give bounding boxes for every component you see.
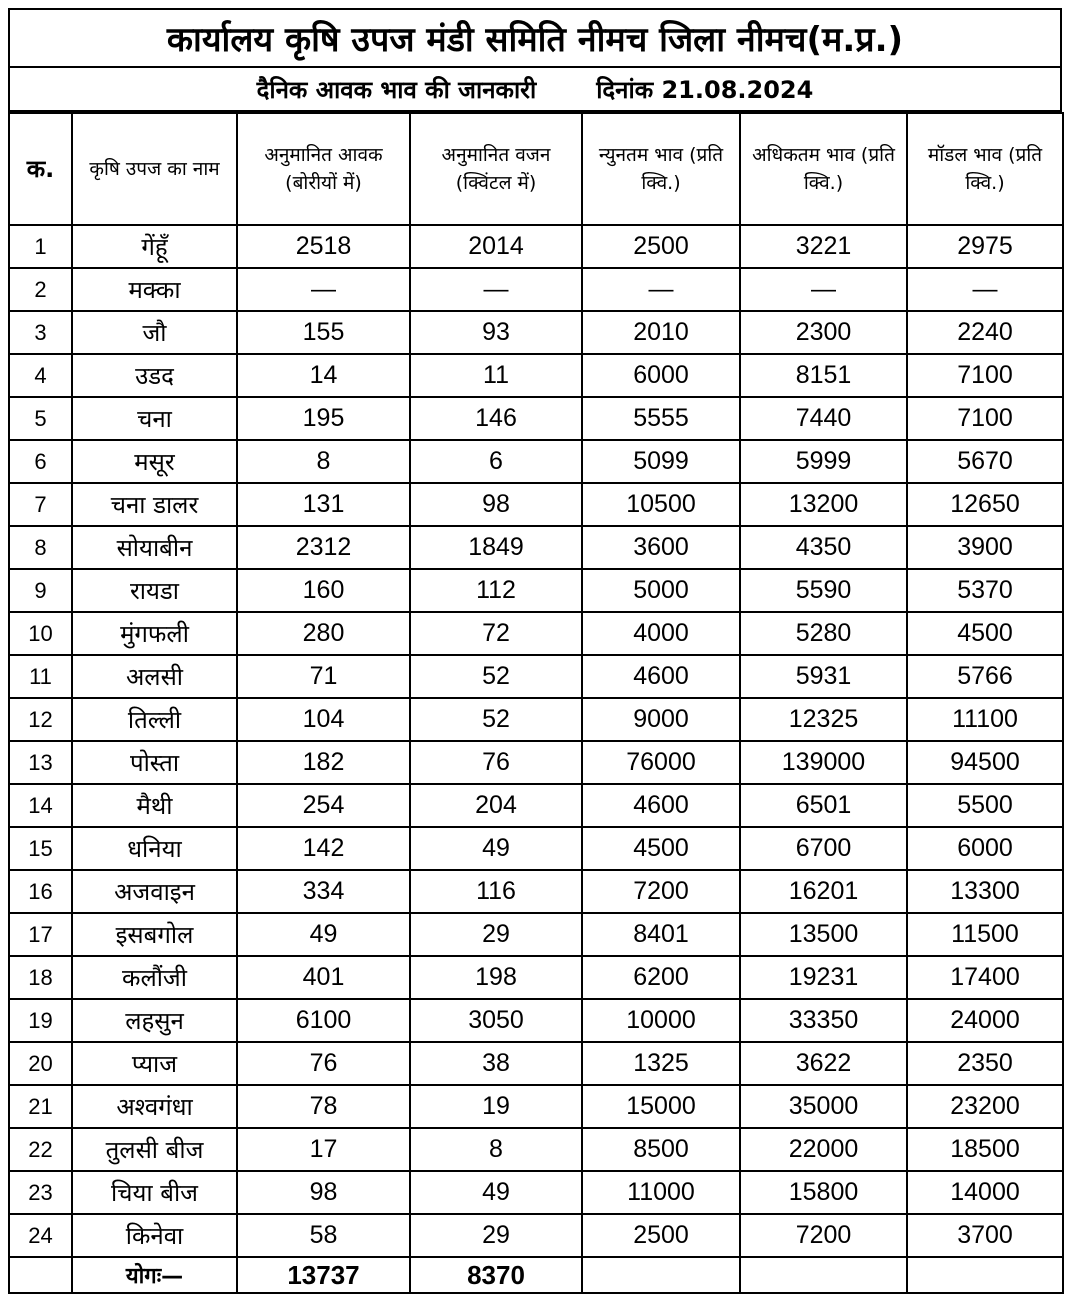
col-header-modal-price: मॉडल भाव (प्रति क्वि.) xyxy=(907,113,1063,225)
arrival-bags-cell: 49 xyxy=(237,913,410,956)
col-header-max-price: अधिकतम भाव (प्रति क्वि.) xyxy=(740,113,907,225)
table-row xyxy=(9,354,1063,397)
max-price-cell: 5931 xyxy=(740,655,907,698)
arrival-bags-cell: 14 xyxy=(237,354,410,397)
serial-cell: 18 xyxy=(9,956,72,999)
crop-name-cell: उडद xyxy=(72,354,237,397)
crop-name-cell: अजवाइन xyxy=(72,870,237,913)
max-price-cell: 5280 xyxy=(740,612,907,655)
table-row xyxy=(9,440,1063,483)
crop-name-cell: धनिया xyxy=(72,827,237,870)
price-table xyxy=(8,112,1064,1294)
col-header-weight: अनुमानित वजन (क्विंटल में) xyxy=(410,113,582,225)
serial-cell: 10 xyxy=(9,612,72,655)
modal-price-cell: 11100 xyxy=(907,698,1063,741)
arrival-bags-cell: 254 xyxy=(237,784,410,827)
crop-name-cell: मक्का xyxy=(72,268,237,311)
modal-price-cell: 5370 xyxy=(907,569,1063,612)
col-header-crop: कृषि उपज का नाम xyxy=(72,113,237,225)
min-price-cell: 9000 xyxy=(582,698,740,741)
weight-cell: 49 xyxy=(410,1171,582,1214)
modal-price-cell: 3700 xyxy=(907,1214,1063,1257)
weight-cell: — xyxy=(410,268,582,311)
min-price-cell: 76000 xyxy=(582,741,740,784)
modal-price-cell: 2350 xyxy=(907,1042,1063,1085)
serial-cell: 20 xyxy=(9,1042,72,1085)
max-price-cell: 8151 xyxy=(740,354,907,397)
serial-cell: 9 xyxy=(9,569,72,612)
crop-name-cell: तिल्ली xyxy=(72,698,237,741)
arrival-bags-cell: 334 xyxy=(237,870,410,913)
max-price-cell: 7200 xyxy=(740,1214,907,1257)
crop-name-cell: रायडा xyxy=(72,569,237,612)
table-row xyxy=(9,827,1063,870)
max-price-cell: 7440 xyxy=(740,397,907,440)
crop-name-cell: चना xyxy=(72,397,237,440)
table-header-row xyxy=(9,113,1063,225)
min-price-cell: 8401 xyxy=(582,913,740,956)
crop-name-cell: इसबगोल xyxy=(72,913,237,956)
arrival-bags-cell: 142 xyxy=(237,827,410,870)
min-price-cell: 2500 xyxy=(582,225,740,268)
weight-cell: 52 xyxy=(410,655,582,698)
arrival-bags-cell: 8 xyxy=(237,440,410,483)
modal-price-cell: 3900 xyxy=(907,526,1063,569)
max-price-cell: 16201 xyxy=(740,870,907,913)
total-empty-cell xyxy=(740,1257,907,1293)
report-subtitle-row xyxy=(8,68,1062,112)
office-title: कार्यालय कृषि उपज मंडी समिति नीमच जिला नीमच(म.प्र.) xyxy=(8,8,1062,68)
report-date: दिनांक 21.08.2024 xyxy=(596,75,814,104)
modal-price-cell: 5766 xyxy=(907,655,1063,698)
serial-cell: 13 xyxy=(9,741,72,784)
modal-price-cell: 5670 xyxy=(907,440,1063,483)
arrival-bags-cell: 58 xyxy=(237,1214,410,1257)
min-price-cell: 11000 xyxy=(582,1171,740,1214)
weight-cell: 93 xyxy=(410,311,582,354)
table-row xyxy=(9,655,1063,698)
weight-cell: 72 xyxy=(410,612,582,655)
table-row xyxy=(9,268,1063,311)
modal-price-cell: 4500 xyxy=(907,612,1063,655)
min-price-cell: 2010 xyxy=(582,311,740,354)
table-row xyxy=(9,698,1063,741)
table-row xyxy=(9,612,1063,655)
modal-price-cell: 17400 xyxy=(907,956,1063,999)
max-price-cell: 3221 xyxy=(740,225,907,268)
max-price-cell: 22000 xyxy=(740,1128,907,1171)
table-body xyxy=(9,225,1063,1293)
weight-cell: 98 xyxy=(410,483,582,526)
modal-price-cell: 2240 xyxy=(907,311,1063,354)
arrival-bags-cell: 98 xyxy=(237,1171,410,1214)
min-price-cell: 5555 xyxy=(582,397,740,440)
table-row xyxy=(9,311,1063,354)
serial-cell: 6 xyxy=(9,440,72,483)
table-row xyxy=(9,1085,1063,1128)
min-price-cell: 8500 xyxy=(582,1128,740,1171)
arrival-bags-cell: 71 xyxy=(237,655,410,698)
table-row xyxy=(9,397,1063,440)
min-price-cell: 7200 xyxy=(582,870,740,913)
modal-price-cell: 6000 xyxy=(907,827,1063,870)
min-price-cell: 15000 xyxy=(582,1085,740,1128)
min-price-cell: 4600 xyxy=(582,655,740,698)
max-price-cell: 4350 xyxy=(740,526,907,569)
arrival-bags-cell: 2518 xyxy=(237,225,410,268)
modal-price-cell: 7100 xyxy=(907,354,1063,397)
max-price-cell: 12325 xyxy=(740,698,907,741)
weight-cell: 29 xyxy=(410,913,582,956)
weight-cell: 3050 xyxy=(410,999,582,1042)
total-row xyxy=(9,1257,1063,1293)
table-row xyxy=(9,784,1063,827)
serial-cell: 21 xyxy=(9,1085,72,1128)
serial-cell: 12 xyxy=(9,698,72,741)
min-price-cell: 6000 xyxy=(582,354,740,397)
crop-name-cell: जौ xyxy=(72,311,237,354)
weight-cell: 49 xyxy=(410,827,582,870)
table-row xyxy=(9,569,1063,612)
arrival-bags-cell: 280 xyxy=(237,612,410,655)
weight-cell: 29 xyxy=(410,1214,582,1257)
total-empty-cell xyxy=(907,1257,1063,1293)
modal-price-cell: 14000 xyxy=(907,1171,1063,1214)
total-empty-cell xyxy=(582,1257,740,1293)
total-serial-cell xyxy=(9,1257,72,1293)
weight-cell: 146 xyxy=(410,397,582,440)
col-header-arrival-bags: अनुमानित आवक (बोरीयों में) xyxy=(237,113,410,225)
min-price-cell: 4600 xyxy=(582,784,740,827)
max-price-cell: 33350 xyxy=(740,999,907,1042)
modal-price-cell: 5500 xyxy=(907,784,1063,827)
max-price-cell: 5590 xyxy=(740,569,907,612)
table-row xyxy=(9,1128,1063,1171)
crop-name-cell: लहसुन xyxy=(72,999,237,1042)
crop-name-cell: मैथी xyxy=(72,784,237,827)
crop-name-cell: सोयाबीन xyxy=(72,526,237,569)
modal-price-cell: 18500 xyxy=(907,1128,1063,1171)
serial-cell: 24 xyxy=(9,1214,72,1257)
table-row xyxy=(9,225,1063,268)
min-price-cell: 1325 xyxy=(582,1042,740,1085)
min-price-cell: 3600 xyxy=(582,526,740,569)
serial-cell: 16 xyxy=(9,870,72,913)
total-weight: 8370 xyxy=(410,1257,582,1293)
max-price-cell: 13200 xyxy=(740,483,907,526)
crop-name-cell: तुलसी बीज xyxy=(72,1128,237,1171)
table-row xyxy=(9,1042,1063,1085)
table-row xyxy=(9,999,1063,1042)
arrival-bags-cell: 104 xyxy=(237,698,410,741)
table-row xyxy=(9,741,1063,784)
crop-name-cell: गेंहूँ xyxy=(72,225,237,268)
table-row xyxy=(9,870,1063,913)
crop-name-cell: अश्वगंधा xyxy=(72,1085,237,1128)
weight-cell: 76 xyxy=(410,741,582,784)
modal-price-cell: 13300 xyxy=(907,870,1063,913)
crop-name-cell: अलसी xyxy=(72,655,237,698)
serial-cell: 5 xyxy=(9,397,72,440)
modal-price-cell: 7100 xyxy=(907,397,1063,440)
weight-cell: 11 xyxy=(410,354,582,397)
serial-cell: 22 xyxy=(9,1128,72,1171)
modal-price-cell: 94500 xyxy=(907,741,1063,784)
arrival-bags-cell: — xyxy=(237,268,410,311)
min-price-cell: 6200 xyxy=(582,956,740,999)
serial-cell: 1 xyxy=(9,225,72,268)
min-price-cell: 4500 xyxy=(582,827,740,870)
total-bags: 13737 xyxy=(237,1257,410,1293)
arrival-bags-cell: 131 xyxy=(237,483,410,526)
max-price-cell: 13500 xyxy=(740,913,907,956)
weight-cell: 6 xyxy=(410,440,582,483)
serial-cell: 15 xyxy=(9,827,72,870)
modal-price-cell: 24000 xyxy=(907,999,1063,1042)
table-row xyxy=(9,1171,1063,1214)
min-price-cell: 4000 xyxy=(582,612,740,655)
arrival-bags-cell: 160 xyxy=(237,569,410,612)
serial-cell: 14 xyxy=(9,784,72,827)
modal-price-cell: 2975 xyxy=(907,225,1063,268)
min-price-cell: 5099 xyxy=(582,440,740,483)
modal-price-cell: — xyxy=(907,268,1063,311)
max-price-cell: 6700 xyxy=(740,827,907,870)
max-price-cell: 3622 xyxy=(740,1042,907,1085)
serial-cell: 2 xyxy=(9,268,72,311)
serial-cell: 8 xyxy=(9,526,72,569)
min-price-cell: 10500 xyxy=(582,483,740,526)
modal-price-cell: 23200 xyxy=(907,1085,1063,1128)
crop-name-cell: कलौंजी xyxy=(72,956,237,999)
weight-cell: 19 xyxy=(410,1085,582,1128)
arrival-bags-cell: 78 xyxy=(237,1085,410,1128)
crop-name-cell: मुंगफली xyxy=(72,612,237,655)
crop-name-cell: किनेवा xyxy=(72,1214,237,1257)
arrival-bags-cell: 195 xyxy=(237,397,410,440)
serial-cell: 11 xyxy=(9,655,72,698)
serial-cell: 17 xyxy=(9,913,72,956)
total-label: योगः— xyxy=(72,1257,237,1293)
max-price-cell: 19231 xyxy=(740,956,907,999)
min-price-cell: — xyxy=(582,268,740,311)
min-price-cell: 2500 xyxy=(582,1214,740,1257)
max-price-cell: 2300 xyxy=(740,311,907,354)
max-price-cell: 5999 xyxy=(740,440,907,483)
col-header-serial: क. xyxy=(9,113,72,225)
table-row xyxy=(9,483,1063,526)
max-price-cell: 6501 xyxy=(740,784,907,827)
max-price-cell: 15800 xyxy=(740,1171,907,1214)
weight-cell: 38 xyxy=(410,1042,582,1085)
table-row xyxy=(9,913,1063,956)
weight-cell: 112 xyxy=(410,569,582,612)
mandi-report-sheet xyxy=(8,8,1062,1294)
crop-name-cell: मसूर xyxy=(72,440,237,483)
table-row xyxy=(9,526,1063,569)
max-price-cell: 139000 xyxy=(740,741,907,784)
weight-cell: 204 xyxy=(410,784,582,827)
weight-cell: 52 xyxy=(410,698,582,741)
min-price-cell: 10000 xyxy=(582,999,740,1042)
crop-name-cell: चना डालर xyxy=(72,483,237,526)
weight-cell: 116 xyxy=(410,870,582,913)
weight-cell: 1849 xyxy=(410,526,582,569)
weight-cell: 2014 xyxy=(410,225,582,268)
table-row xyxy=(9,1214,1063,1257)
weight-cell: 8 xyxy=(410,1128,582,1171)
crop-name-cell: पोस्ता xyxy=(72,741,237,784)
serial-cell: 7 xyxy=(9,483,72,526)
col-header-min-price: न्युनतम भाव (प्रति क्वि.) xyxy=(582,113,740,225)
serial-cell: 3 xyxy=(9,311,72,354)
min-price-cell: 5000 xyxy=(582,569,740,612)
arrival-bags-cell: 6100 xyxy=(237,999,410,1042)
modal-price-cell: 11500 xyxy=(907,913,1063,956)
max-price-cell: 35000 xyxy=(740,1085,907,1128)
crop-name-cell: चिया बीज xyxy=(72,1171,237,1214)
arrival-bags-cell: 182 xyxy=(237,741,410,784)
arrival-bags-cell: 17 xyxy=(237,1128,410,1171)
crop-name-cell: प्याज xyxy=(72,1042,237,1085)
arrival-bags-cell: 155 xyxy=(237,311,410,354)
weight-cell: 198 xyxy=(410,956,582,999)
arrival-bags-cell: 76 xyxy=(237,1042,410,1085)
arrival-bags-cell: 401 xyxy=(237,956,410,999)
serial-cell: 19 xyxy=(9,999,72,1042)
arrival-bags-cell: 2312 xyxy=(237,526,410,569)
table-row xyxy=(9,956,1063,999)
modal-price-cell: 12650 xyxy=(907,483,1063,526)
serial-cell: 23 xyxy=(9,1171,72,1214)
serial-cell: 4 xyxy=(9,354,72,397)
max-price-cell: — xyxy=(740,268,907,311)
report-subtitle: दैनिक आवक भाव की जानकारी xyxy=(256,75,537,104)
